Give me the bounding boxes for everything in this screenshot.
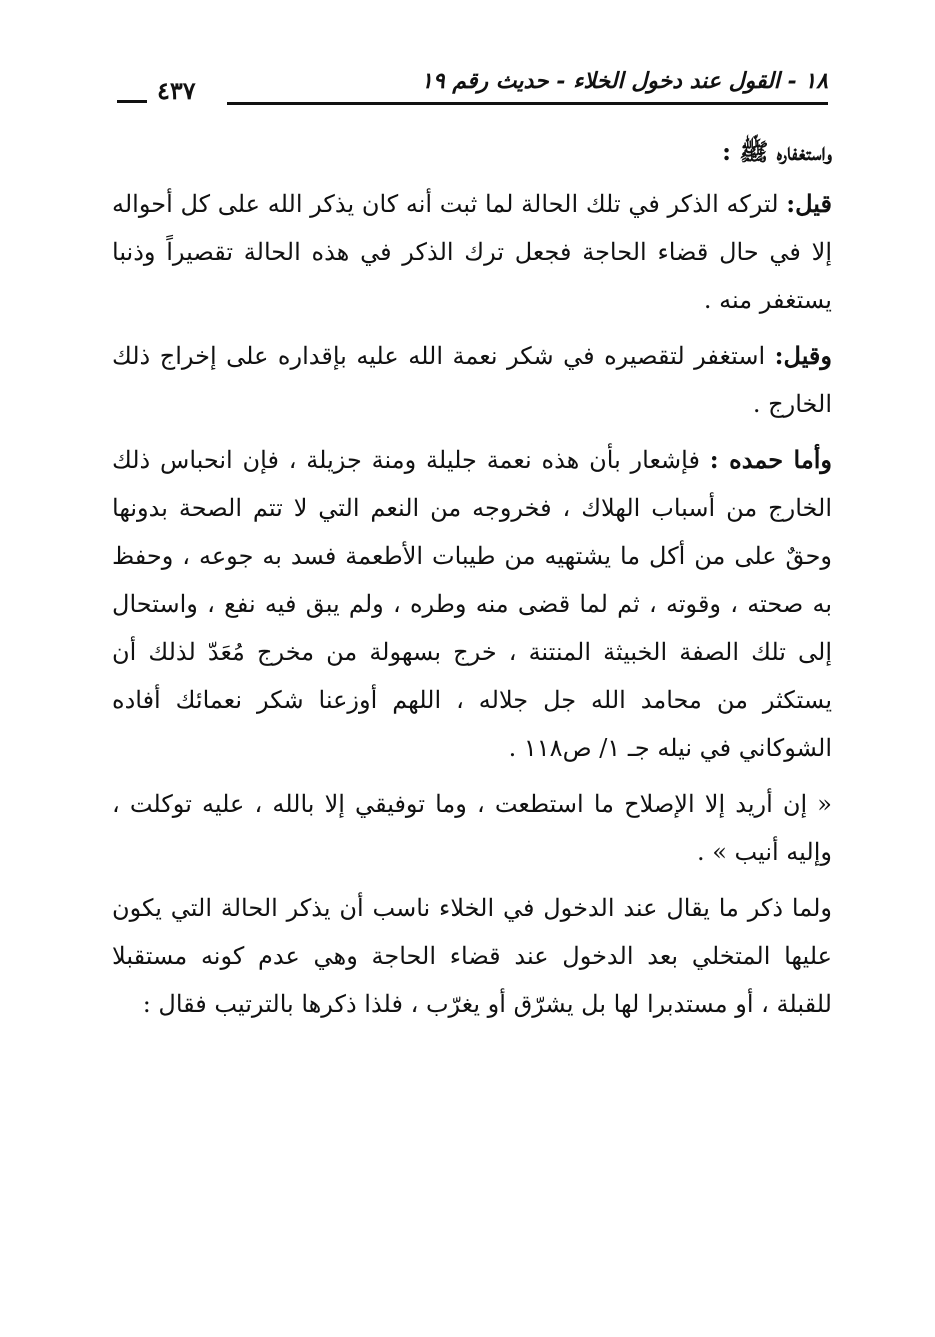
header-dash [117, 100, 147, 103]
paragraph-text: استغفر لتقصيره في شكر نعمة الله عليه بإقداره على إخراج ذلك الخارج . [112, 342, 832, 418]
paragraph-quote: « إن أريد إلا الإصلاح ما استطعت ، وما توفيقي إلا بالله ، عليه توكلت ، وإليه أنيب » . [112, 790, 832, 866]
paragraph-first-opinion [112, 180, 832, 324]
page-number: ٤٣٧ [157, 76, 196, 105]
paragraph-praise [112, 436, 832, 772]
paragraph-transition: ولما ذكر ما يقال عند الدخول في الخلاء ناسب أن يذكر الحالة التي يكون عليها المتخلي بعد الدخول عند قضاء الحاجة وهي عدم كونه مستقبلا للقبلة ، أو مستدبرا لها بل يشرّق أو يغرّب ، فلذا ذكرها بالترتيب فقال : [112, 894, 832, 1018]
paragraph-text: لتركه الذكر في تلك الحالة لما ثبت أنه كان يذكر الله على كل أحواله إلا في حال قضاء الحاجة فجعل ترك الذكر في هذه الحالة تقصيراً وذنبا يستغفر منه . [112, 190, 832, 314]
header-rule [227, 102, 828, 105]
paragraph-lead: وأما حمده : [709, 445, 832, 474]
running-header [115, 68, 828, 112]
paragraph-lead: وقيل: [774, 341, 832, 370]
chapter-title: ١٨ - القول عند دخول الخلاء - حديث رقم ١٩ [421, 68, 828, 94]
paragraph-second-opinion [112, 332, 832, 428]
section-heading: واستغفاره ﷺ : [722, 137, 832, 166]
paragraph-text: فإشعار بأن هذه نعمة جليلة ومنة جزيلة ، فإن انحباس ذلك الخارج من أسباب الهلاك ، فخروجه من النعم التي لا تتم الصحة بدونها وحقٌ على من أكل ما يشتهيه من طيبات الأطعمة فسد به جوعه ، وحفظ به صحته ، وقوته ، ثم لما قضى منه وطره ، ولم يبق فيه نفع ، واستحال إلى تلك الصفة الخبيثة المنتنة ، خرج بسهولة من مخرج مُعَدّ لذلك أن يستكثر من محامد الله جل جلاله ، اللهم أوزعنا شكر نعمائك أفاده الشوكاني في نيله جـ ١/ ص١١٨ . [112, 446, 833, 762]
page-body [112, 128, 832, 1036]
paragraph-lead: قيل: [786, 189, 832, 218]
